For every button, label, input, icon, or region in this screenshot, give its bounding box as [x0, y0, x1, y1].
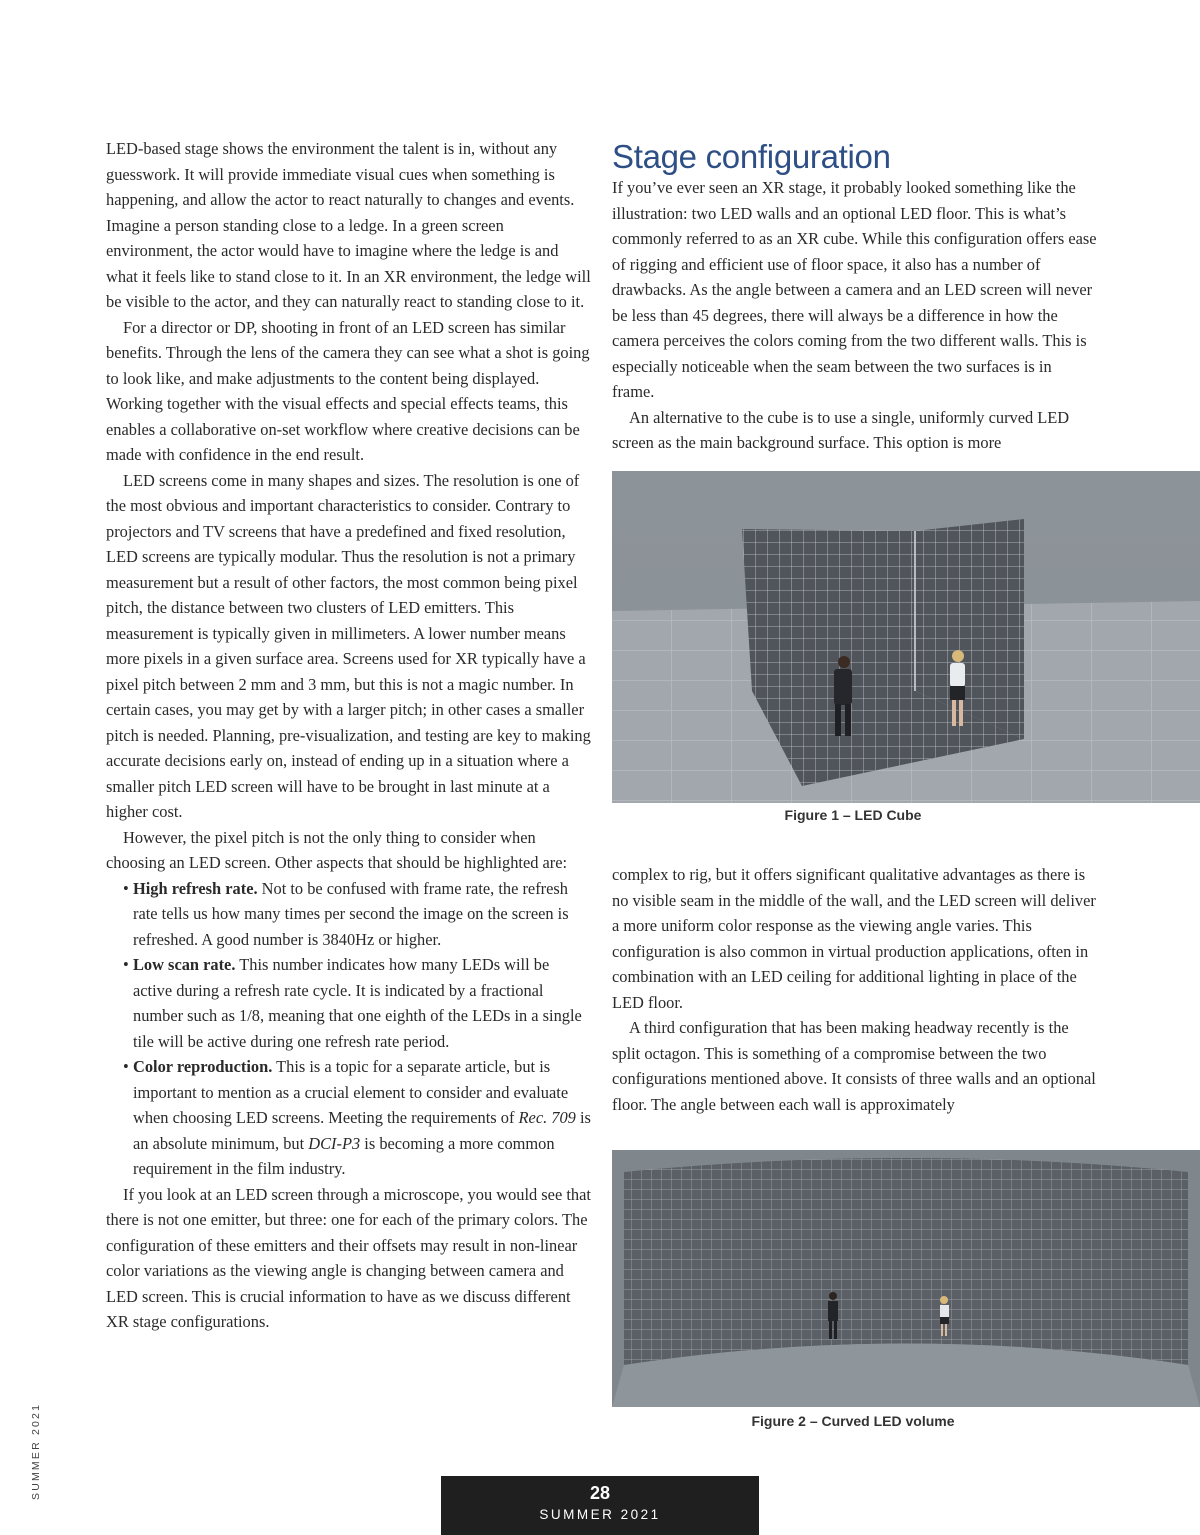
bullet-item — [123, 1054, 592, 1182]
figure-led-cube — [612, 471, 1200, 803]
page-number: 28 — [589, 1483, 611, 1503]
page-footer — [441, 1476, 759, 1535]
paragraph: An alternative to the cube is to use a single, uniformly curved LED screen as the main background surface. This option is more — [612, 407, 1070, 452]
bullet-list — [106, 876, 592, 1182]
paragraph: However, the pixel pitch is not the only thing to consider when choosing an LED screen. Other aspects that should be highlighted are: — [106, 827, 568, 872]
led-cube-illustration — [612, 471, 1200, 803]
bullet-text: This number indicates how many LEDs will be active during a refresh rate cycle. It is indicated by a fractional number such as 1/8, meaning that one eighth of the LEDs in a single tile will be active during one refresh rate period. — [133, 955, 582, 1051]
figure-caption: Figure 2 – Curved LED volume — [751, 1413, 955, 1429]
paragraph: LED-based stage shows the environment the talent is in, without any guesswork. It will provide immediate visual cues when something is happening, and allow the actor to react naturally to changes and events. Imagine a person standing close to a ledge. In a green screen environment, the actor would have to imagine where the ledge is and what it feels like to stand close to it. In an XR environment, the ledge will be visible to the actor, and they can naturally react to standing close to it. — [106, 139, 591, 311]
left-column — [106, 136, 592, 1335]
bullet-text: is an absolute minimum, but — [133, 1108, 591, 1153]
paragraph: A third configuration that has been making headway recently is the split octagon. This is something of a compromise between the two configurations mentioned above. It consists of three walls and an optional floor. The angle between each wall is approximately — [612, 1018, 1096, 1114]
section-heading: Stage configuration — [612, 138, 891, 175]
bullet-item — [123, 876, 592, 953]
bullet-term: High refresh rate. — [133, 878, 258, 898]
bullet-text: This is a topic for a separate article, but is important to mention as a crucial element to consider and evaluate when choosing LED screens. Meeting the requirements of — [133, 1057, 569, 1127]
bullet-term: Color reproduction. — [133, 1057, 273, 1076]
bullet-text: Not to be confused with frame rate, the refresh rate tells us how many times per second the image on the screen is refreshed. A good number is 3840Hz or higher. — [133, 878, 569, 949]
curved-led-illustration — [612, 1150, 1200, 1407]
standard-name: Rec. 709 — [518, 1108, 576, 1127]
bullet-item — [123, 952, 592, 1054]
paragraph: complex to rig, but it offers significant qualitative advantages as there is no visible seam in the middle of the wall, and the LED screen will deliver a more uniform color response as the viewing angle varies. This configuration is also common in virtual production applications, often in combination with an LED ceiling for additional lighting in place of the LED floor. — [612, 865, 1096, 1012]
standard-name: DCI-P3 — [308, 1133, 361, 1153]
figure-curved-led-volume — [612, 1150, 1200, 1407]
figure-caption: Figure 1 – LED Cube — [784, 807, 922, 823]
paragraph: LED screens come in many shapes and sizes. The resolution is one of the most obvious and important characteristics to consider. Contrary to projectors and TV screens that have a predefined and fixed resolution, LED screens are typically modular. Thus the resolution is not a primary measurement but a result of other factors, the most common being pixel pitch, the distance between two clusters of LED emitters. This measurement is typically given in millimeters. A lower number means more pixels in a given surface area. Screens used for XR typically have a pixel pitch between 2 mm and 3 mm, but this is not a magic number. In certain cases, you may get by with a larger pitch; in other cases a smaller pitch is needed. Planning, pre-visualization, and testing are key to making accurate decisions early on, instead of ending up in a situation where a smaller pitch LED screen will have to be brought in last minute at a higher cost. — [106, 470, 591, 821]
paragraph: If you look at an LED screen through a microscope, you would see that there is not one emitter, but three: one for each of the primary colors. The configuration of these emitters and their offsets may result in non-linear color variations as the viewing angle is changing between camera and LED screen. This is crucial information to have as we discuss different XR stage configurations. — [106, 1184, 591, 1331]
side-issue-label: SUMMER 2021 — [30, 1402, 42, 1500]
right-column-top — [612, 175, 1098, 456]
right-column-middle — [612, 862, 1098, 1117]
bullet-term: Low scan rate. — [133, 955, 236, 974]
issue-label: SUMMER 2021 — [539, 1507, 661, 1522]
bullet-text: is becoming a more common requirement in the film industry. — [133, 1133, 555, 1178]
paragraph: If you’ve ever seen an XR stage, it probably looked something like the illustration: two LED walls and an optional LED floor. This is what’s commonly referred to as an XR cube. While this configuration offers ease of rigging and efficient use of floor space, it also has a number of drawbacks. As the angle between a camera and an LED screen will never be less than 45 degrees, there will always be a difference in how the camera perceives the colors coming from the two different walls. This is especially noticeable when the seam between the two surfaces is in frame. — [612, 178, 1097, 401]
paragraph: For a director or DP, shooting in front of an LED screen has similar benefits. Through the lens of the camera they can see what a shot is going to look like, and make adjustments to the content being displayed. Working together with the visual effects and special effects teams, this enables a collaborative on-set workflow where creative decisions can be made with confidence in the end result. — [106, 317, 590, 464]
